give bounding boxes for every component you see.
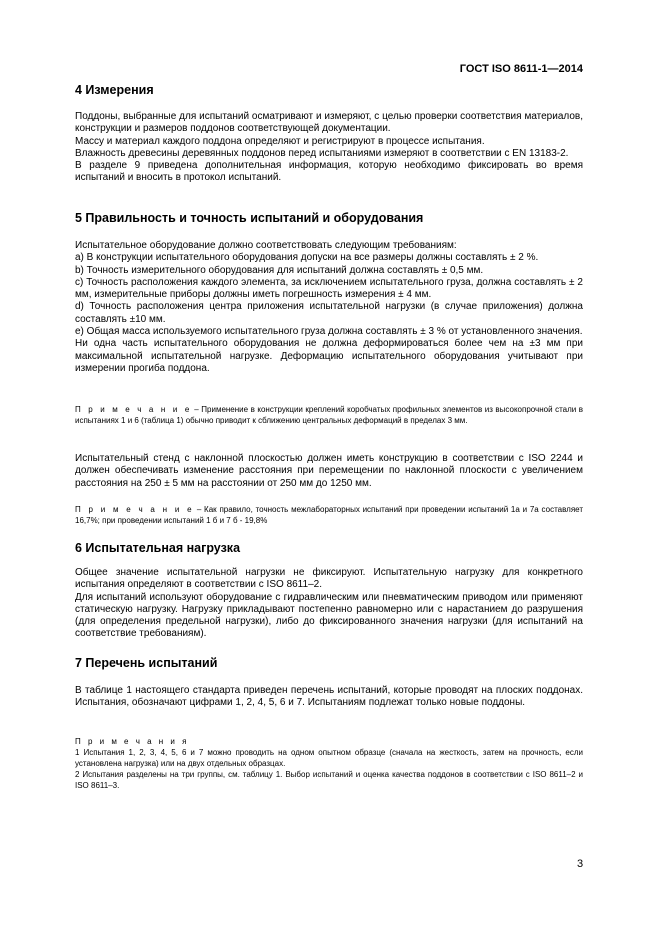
- section-4-body: [75, 111, 583, 185]
- s7-note-2: 2 Испытания разделены на три группы, см. таблицу 1. Выбор испытаний и оценка качества поддонов в соответствии с ISO 8611–2 и ISO 8611–3.: [75, 770, 583, 790]
- section-6-heading: 6 Испытательная нагрузка: [75, 541, 241, 555]
- s4-paragraph-1: Поддоны, выбранные для испытаний осматривают и измеряют, с целью проверки соответствия материалов, конструкции и размеров поддонов соответствующей документации.: [75, 111, 583, 135]
- note-label: П р и м е ч а н и е: [75, 405, 192, 414]
- page-number: 3: [577, 858, 584, 870]
- note-label: П р и м е ч а н и е: [75, 505, 195, 514]
- note-text: – Применение в конструкции креплений коробчатых профильных элементов из высокопрочной стали в испытаниях 1 и 6 (таблица 1) обычно приводит к сближению центральных деформаций в пределах 3 мм.: [75, 405, 584, 425]
- section-7-heading: 7 Перечень испытаний: [75, 656, 218, 670]
- s5-stand-text: Испытательный стенд с наклонной плоскостью должен иметь конструкцию в соответствии с ISO 2244 и должен обеспечивать изменение расстояния при перемещении по наклонной плоскости с увеличением расстояния на 250 ± 5 мм на расстоянии от 250 мм до 1250 мм.: [75, 453, 583, 489]
- s5-item-a: а) В конструкции испытательного оборудования допуски на все размеры должны составлять ± 2 %.: [75, 252, 539, 264]
- section-5-body: [75, 240, 583, 375]
- note-text: – Как правило, точность межлабораторных испытаний при проведении испытаний 1а и 7а составляет 16,7%; при проведении испытаний 1 б и 7 б - 19,8%: [75, 505, 584, 525]
- document-code: ГОСТ ISO 8611-1—2014: [459, 63, 583, 75]
- s5-note-2: [75, 504, 583, 526]
- s6-paragraph-1: Общее значение испытательной нагрузки не фиксируют. Испытательную нагрузку для конкретного испытания определяют в соответствии с ISO 8611–2.: [75, 567, 583, 591]
- section-5-heading: 5 Правильность и точность испытаний и оборудования: [75, 211, 424, 225]
- s7-note-1: 1 Испытания 1, 2, 3, 4, 5, 6 и 7 можно проводить на одном опытном образце (сначала на жесткость, затем на прочность, если установлена нагрузка) или на двух отдельных образцах.: [75, 748, 583, 768]
- section-7-body: [75, 685, 583, 710]
- s6-paragraph-2: Для испытаний используют оборудование с гидравлическим или пневматическим приводом или применяют статическую нагрузку. Нагрузку прикладывают постепенно равномерно или с нарастанием до разрушения (для определения предельной нагрузки), либо до фиксированного значения нагрузки (для испытаний на соответствие требованиям).: [75, 591, 583, 640]
- s4-paragraph-3: Влажность древесины деревянных поддонов перед испытаниями измеряют в соответствии с EN 13183-2.: [75, 147, 569, 159]
- s5-note-1: [75, 404, 583, 426]
- section-6-body: [75, 567, 583, 641]
- s5-paragraph-intro: Испытательное оборудование должно соответствовать следующим требованиям:: [75, 240, 457, 251]
- s7-notes: [75, 736, 583, 791]
- notes-label: П р и м е ч а н и я: [75, 737, 189, 746]
- s5-item-e: е) Общая масса используемого испытательного груза должна составлять ± 3 % от установленного значения.: [75, 326, 583, 338]
- section-4-heading: 4 Измерения: [75, 83, 154, 97]
- s5-item-b: b) Точность измерительного оборудования для испытаний должна составлять ± 0,5 мм.: [75, 264, 484, 276]
- s5-paragraph-stand: [75, 453, 583, 490]
- s4-paragraph-4: В разделе 9 приведена дополнительная информация, которую необходимо фиксировать во время испытаний и вносить в протокол испытаний.: [75, 160, 583, 184]
- s7-paragraph-1: В таблице 1 настоящего стандарта приведен перечень испытаний, которые проводят на плоских поддонах. Испытания, обозначают цифрами 1, 2, 4, 5, 6 и 7. Испытаниям подлежат только новые поддоны.: [75, 685, 583, 709]
- s5-item-c: с) Точность расположения каждого элемента, за исключением испытательного груза, должна составлять ± 2 мм, измерительные приборы должны иметь погрешность измерения ± 4 мм.: [75, 276, 583, 301]
- s5-item-d: d) Точность расположения центра приложения испытательной нагрузки (в случае приложения) должна составлять ±10 мм.: [75, 301, 583, 325]
- s5-paragraph-deformation: Ни одна часть испытательного оборудования не должна деформироваться более чем на ±3 мм при максимальной испытательной нагрузке. Деформацию испытательного оборудования учитывают при измерении прогиба поддона.: [75, 338, 583, 374]
- s4-paragraph-2: Массу и материал каждого поддона определяют и регистрируют в процессе испытания.: [75, 135, 485, 147]
